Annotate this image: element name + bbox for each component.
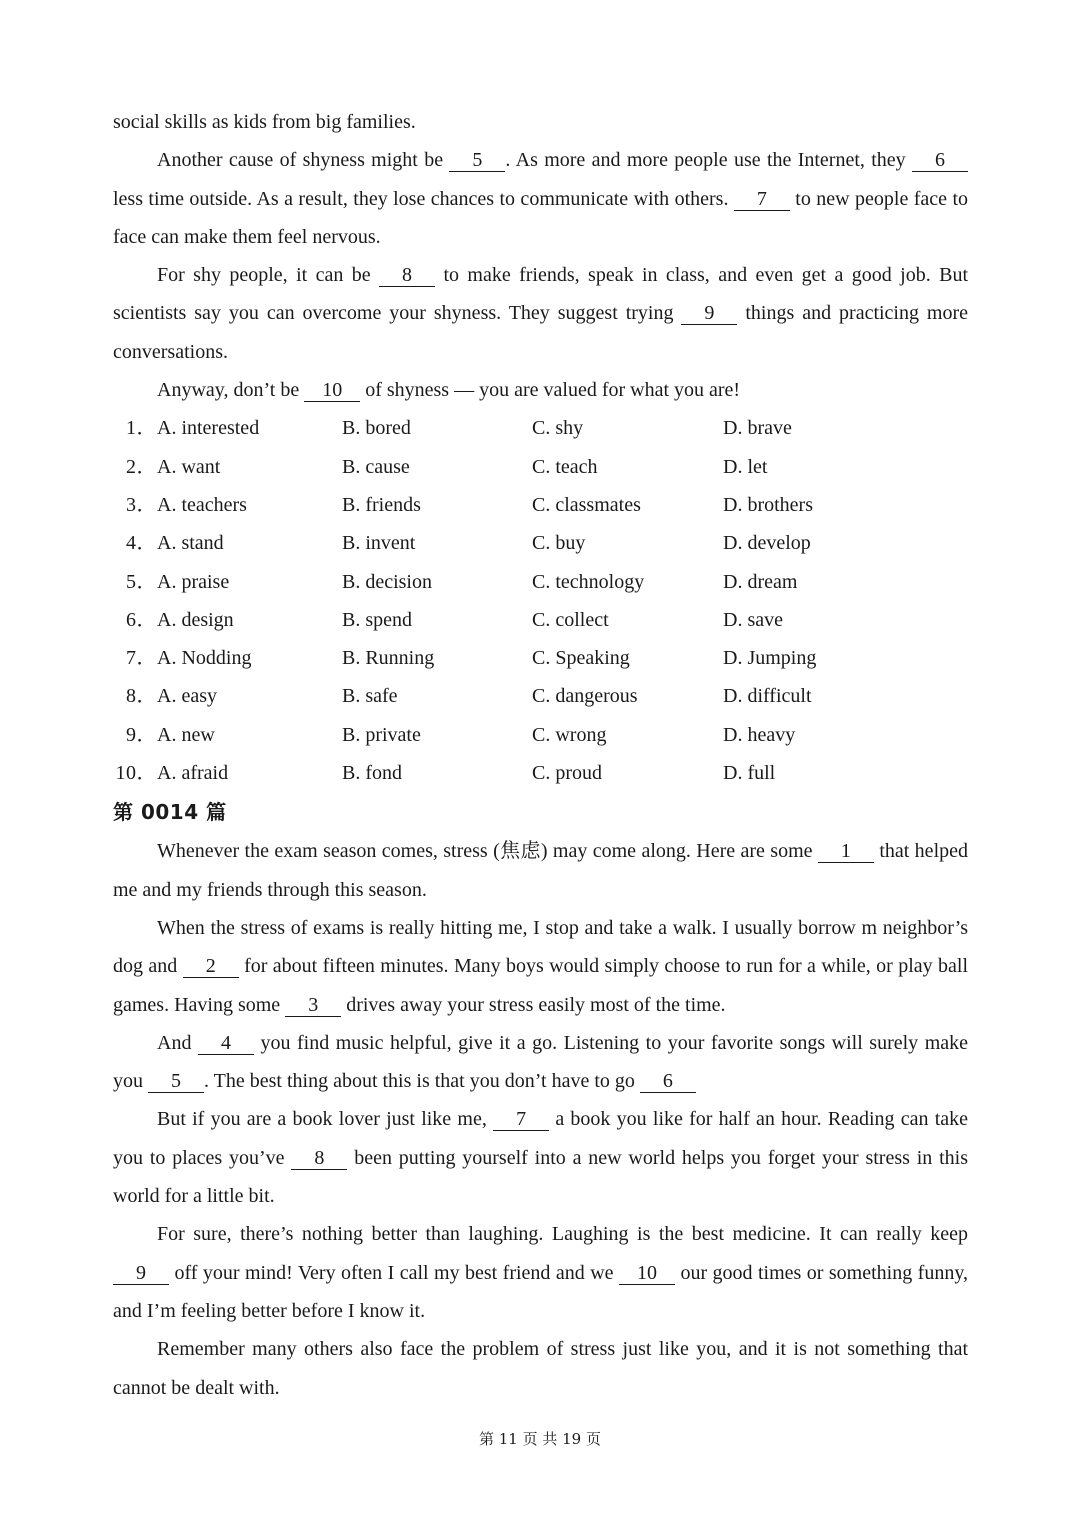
blank-10[interactable]: 10	[304, 380, 360, 402]
option-d[interactable]: D. save	[723, 608, 783, 631]
option-a[interactable]: A. teachers	[157, 493, 247, 516]
option-a[interactable]: A. interested	[157, 417, 260, 440]
paragraph-book: But if you are a book lover just like me, 7 a book you like for half an hour. Reading can take you to places you’ve 8 been putting yourself into a new world helps you forget your stress in this world for a little bit.	[113, 1108, 969, 1208]
option-a[interactable]: A. Nodding	[157, 647, 252, 670]
paragraph-continued: social skills as kids from big families.	[113, 111, 416, 133]
option-a[interactable]: A. want	[157, 455, 221, 478]
option-a[interactable]: A. new	[157, 723, 215, 746]
blank-8[interactable]: 8	[379, 265, 435, 287]
option-d[interactable]: D. heavy	[723, 723, 796, 746]
paragraph-exam-season: Whenever the exam season comes, stress (焦虑) may come along. Here are some 1 that helped me and my friends through this season.	[113, 840, 968, 901]
option-b[interactable]: B. cause	[342, 455, 410, 478]
option-a[interactable]: A. stand	[157, 532, 224, 555]
option-c[interactable]: C. wrong	[532, 723, 607, 746]
question-number: 5．	[126, 570, 157, 593]
paragraph-laughing: For sure, there’s nothing better than laughing. Laughing is the best medicine. It can really keep 9 off your mind! Very often I call my best friend and we 10 our good times or something funny, and I’m feeling better before I know it.	[113, 1223, 969, 1322]
option-row	[113, 754, 968, 792]
option-c[interactable]: C. teach	[532, 455, 598, 478]
option-c[interactable]: C. buy	[532, 532, 586, 555]
question-number: 2．	[126, 455, 157, 478]
question-number: 4．	[126, 532, 157, 555]
blank-4[interactable]: 4	[198, 1033, 254, 1055]
option-row	[113, 409, 968, 447]
blank-6b[interactable]: 6	[640, 1071, 696, 1093]
paragraph-shy-people: For shy people, it can be 8 to make friends, speak in class, and even get a good job. But scientists say you can overcome your shyness. They suggest trying 9 things and practicing more conversations.	[113, 264, 969, 363]
option-row	[113, 563, 968, 601]
blank-5b[interactable]: 5	[148, 1071, 204, 1093]
option-b[interactable]: B. decision	[342, 570, 432, 593]
option-row	[113, 524, 968, 562]
option-b[interactable]: B. friends	[342, 493, 421, 516]
paragraph-music: And 4 you find music helpful, give it a go. Listening to your favorite songs will surely make you 5 . The best thing about this is that you don’t have to go 6	[113, 1031, 969, 1093]
option-c[interactable]: C. technology	[532, 570, 645, 593]
blank-3[interactable]: 3	[285, 995, 341, 1017]
option-a[interactable]: A. afraid	[157, 762, 229, 785]
option-row	[113, 486, 968, 524]
blank-10b[interactable]: 10	[619, 1263, 675, 1285]
blank-1[interactable]: 1	[818, 841, 874, 863]
paragraph-anyway: Anyway, don’t be 10 of shyness — you are valued for what you are!	[157, 379, 741, 402]
option-d[interactable]: D. dream	[723, 570, 798, 593]
blank-6[interactable]: 6	[912, 150, 968, 172]
document-page	[113, 103, 968, 1407]
option-b[interactable]: B. safe	[342, 685, 398, 708]
paragraph-cause: Another cause of shyness might be 5 . As more and more people use the Internet, they 6 less time outside. As a result, they lose chances to communicate with others. 7 to new people face to face can make them feel nervous.	[113, 149, 969, 248]
option-a[interactable]: A. design	[157, 608, 234, 631]
option-a[interactable]: A. praise	[157, 570, 230, 593]
question-number: 6．	[126, 608, 157, 631]
option-row	[113, 639, 968, 677]
question-number: 1．	[126, 417, 157, 440]
paragraph-walk: When the stress of exams is really hitting me, I stop and take a walk. I usually borrow m neighbor’s dog and 2 for about fifteen minutes. Many boys would simply choose to run for a while, or play ball games. Having some 3 drives away your stress easily most of the time.	[113, 916, 969, 1016]
option-b[interactable]: B. Running	[342, 647, 435, 670]
paragraph-remember: Remember many others also face the problem of stress just like you, and it is not something that cannot be dealt with.	[113, 1338, 968, 1399]
section-title: 第 0014 篇	[113, 800, 227, 825]
option-d[interactable]: D. develop	[723, 532, 811, 555]
option-c[interactable]: C. dangerous	[532, 685, 638, 708]
options-list	[113, 409, 968, 792]
blank-5[interactable]: 5	[449, 150, 505, 172]
option-row	[113, 677, 968, 715]
option-c[interactable]: C. Speaking	[532, 647, 630, 670]
option-b[interactable]: B. fond	[342, 762, 402, 785]
question-number: 10．	[115, 762, 157, 785]
option-b[interactable]: B. bored	[342, 417, 411, 440]
option-c[interactable]: C. proud	[532, 762, 602, 785]
option-c[interactable]: C. shy	[532, 417, 584, 440]
blank-2[interactable]: 2	[183, 956, 239, 978]
option-b[interactable]: B. private	[342, 723, 421, 746]
question-number: 9．	[126, 723, 157, 746]
option-b[interactable]: B. spend	[342, 608, 412, 631]
question-number: 7．	[126, 647, 157, 670]
option-c[interactable]: C. collect	[532, 608, 609, 631]
page-footer: 第 11 页 共 19 页	[478, 1430, 601, 1448]
option-row	[113, 601, 968, 639]
option-b[interactable]: B. invent	[342, 532, 416, 555]
option-d[interactable]: D. let	[723, 455, 768, 478]
option-d[interactable]: D. brothers	[723, 493, 813, 516]
option-a[interactable]: A. easy	[157, 685, 217, 708]
question-number: 3．	[126, 493, 157, 516]
blank-9b[interactable]: 9	[113, 1263, 169, 1285]
blank-8b[interactable]: 8	[291, 1148, 347, 1170]
option-d[interactable]: D. brave	[723, 417, 792, 440]
blank-7[interactable]: 7	[734, 189, 790, 211]
option-d[interactable]: D. full	[723, 762, 776, 785]
option-row	[113, 716, 968, 754]
question-number: 8．	[126, 685, 157, 708]
option-c[interactable]: C. classmates	[532, 493, 641, 516]
option-row	[113, 448, 968, 486]
blank-9[interactable]: 9	[681, 303, 737, 325]
blank-7b[interactable]: 7	[493, 1109, 549, 1131]
option-d[interactable]: D. Jumping	[723, 647, 817, 670]
option-d[interactable]: D. difficult	[723, 685, 812, 708]
